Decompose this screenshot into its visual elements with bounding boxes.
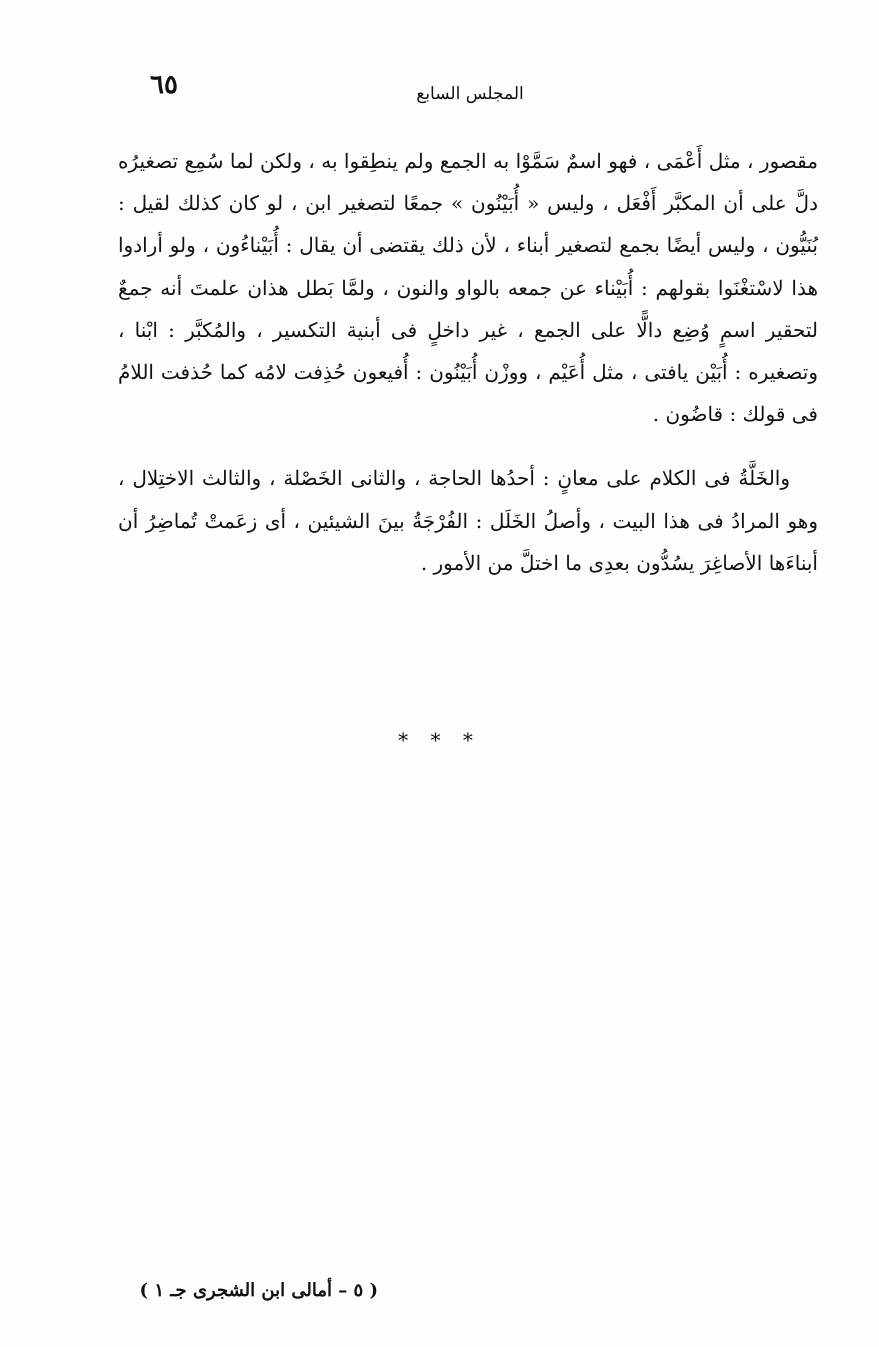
section-separator: * * * — [398, 728, 481, 752]
page-number: ٦٥ — [150, 70, 178, 100]
page-header — [120, 70, 820, 110]
paragraph: والخَلَّةُ فى الكلام على معانٍ : أحدُها الحاجة ، والثانى الخَصْلة ، والثالث الاختِلال ، وهو المرادُ فى هذا البيت ، وأصلُ الخَلَل : الفُرْجَةُ بينَ الشيئين ، أى زعَمتْ تُماضِرُ أن أبناءَها الأصاغِرَ يسُدُّون بعدِى ما اختلَّ من الأمور . — [118, 466, 818, 575]
body-text — [118, 140, 818, 584]
running-title: المجلس السابع — [416, 84, 524, 104]
paragraph: مقصور ، مثل أَعْمَى ، فهو اسمٌ سَمَّوْا به الجمع ولم ينطِقوا به ، ولكن لما سُمِع تصغيرُه دلَّ على أن المكبَّر أَفْعَل ، وليس « أُبَيْنُون » جمعًا لتصغير ابن ، لو كان كذلك لقيل : بُنَيُّون ، وليس أيضًا بجمع لتصغير أبناء ، لأن ذلك يقتضى أن يقال : أُبَيْناءُون ، ولو أرادوا هذا لاسْتغْنَوا بقولهم : أُبَيْناء عن جمعه بالواو والنون ، ولمَّا بَطل هذان علمتَ أنه جمعٌ لتحقير اسمٍ وُضِع دالًّا على الجمع ، غير داخلٍ فى أبنية التكسير ، والمُكبَّر : ابْنا ، وتصغيره : أُبَيْن يافتى ، مثل أُعَيْم ، ووزْن أُبَيْنُون : أُفيعون حُذِفت لامُه كما حُذفت اللامُ فى قولك : قاضُون . — [118, 149, 818, 427]
printer-signature: ( ٥ – أمالى ابن الشجرى جـ ١ ) — [139, 1280, 378, 1301]
